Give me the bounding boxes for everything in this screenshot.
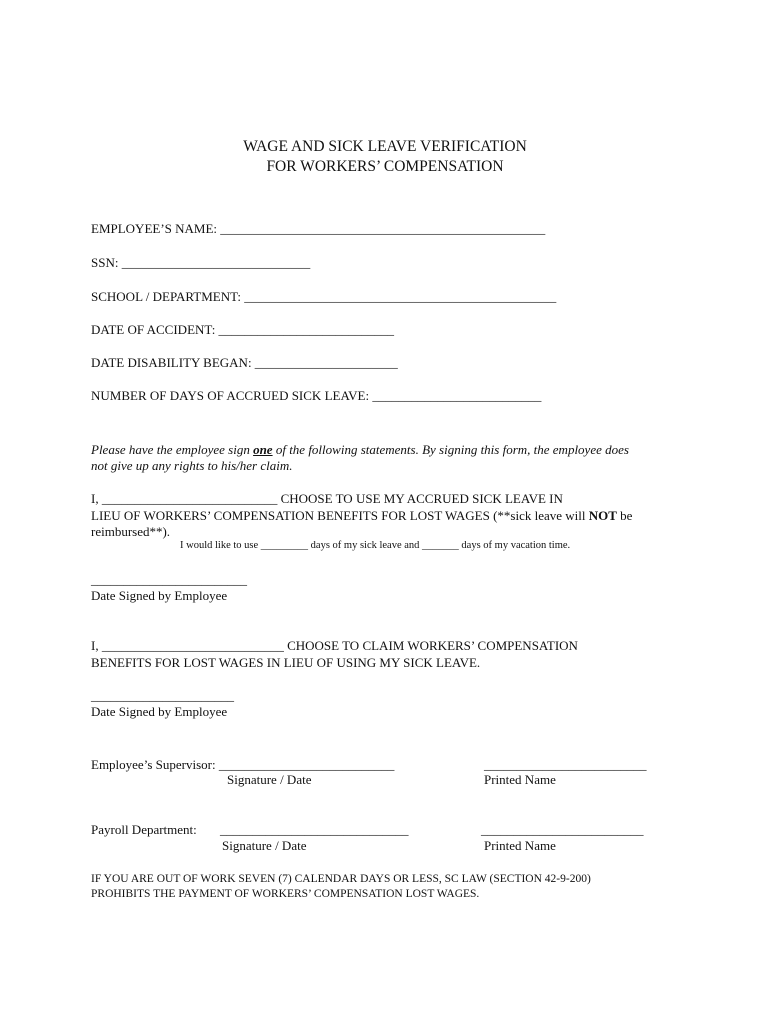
payroll-printed-name-line[interactable]: _________________________: [481, 822, 644, 837]
statement1-line2a: LIEU OF WORKERS’ COMPENSATION BENEFITS FOR LOST WAGES (**sick leave will: [91, 508, 589, 523]
statement1-line2: [91, 508, 632, 524]
vacation-days-line[interactable]: I would like to use _________ days of my sick leave and _______ days of my vacation time.: [180, 540, 571, 551]
payroll-department-label: Payroll Department:: [91, 822, 197, 837]
employee-name-field[interactable]: EMPLOYEE’S NAME: __________________________________________________: [91, 221, 546, 236]
supervisor-printed-name-label: Printed Name: [484, 772, 556, 787]
date-of-accident-field[interactable]: DATE OF ACCIDENT: ___________________________: [91, 322, 395, 337]
instructions-part2: of the following statements. By signing this form, the employee does: [272, 442, 629, 457]
statement2-line1[interactable]: I, ____________________________ CHOOSE TO CLAIM WORKERS’ COMPENSATION: [91, 638, 578, 653]
instructions-part1: Please have the employee sign: [91, 442, 254, 457]
date-disability-began-field[interactable]: DATE DISABILITY BEGAN: ______________________: [91, 355, 398, 370]
statement1-line3: reimbursed**).: [91, 524, 171, 539]
accrued-sick-leave-field[interactable]: NUMBER OF DAYS OF ACCRUED SICK LEAVE: __________________________: [91, 388, 542, 403]
instructions-emphasis: one: [253, 442, 273, 457]
instructions-line1: [91, 442, 629, 458]
supervisor-signature-field[interactable]: Employee’s Supervisor: ___________________________: [91, 757, 395, 772]
statement1-signature-line[interactable]: ________________________: [91, 572, 247, 587]
ssn-field[interactable]: SSN: _____________________________: [91, 255, 311, 270]
payroll-printed-name-label: Printed Name: [484, 838, 556, 853]
instructions-line2: not give up any rights to his/her claim.: [91, 458, 293, 473]
payroll-signature-line[interactable]: _____________________________: [220, 822, 409, 837]
form-title-line2: FOR WORKERS’ COMPENSATION: [266, 158, 504, 175]
form-title-line1: WAGE AND SICK LEAVE VERIFICATION: [243, 138, 527, 155]
statement2-line2: BENEFITS FOR LOST WAGES IN LIEU OF USING MY SICK LEAVE.: [91, 655, 481, 670]
statement2-signature-label: Date Signed by Employee: [91, 704, 228, 719]
statement1-not-emphasis: NOT: [588, 508, 617, 523]
supervisor-printed-name-line[interactable]: _________________________: [484, 757, 647, 772]
statement1-signature-label: Date Signed by Employee: [91, 588, 228, 603]
statement1-line1[interactable]: I, ___________________________ CHOOSE TO USE MY ACCRUED SICK LEAVE IN: [91, 491, 563, 506]
supervisor-signature-label: Signature / Date: [227, 772, 312, 787]
school-department-field[interactable]: SCHOOL / DEPARTMENT: ________________________________________________: [91, 289, 557, 304]
footer-notice-line2: PROHIBITS THE PAYMENT OF WORKERS’ COMPENSATION LOST WAGES.: [91, 888, 480, 900]
payroll-signature-label: Signature / Date: [222, 838, 307, 853]
statement2-signature-line[interactable]: ______________________: [91, 688, 234, 703]
footer-notice-line1: IF YOU ARE OUT OF WORK SEVEN (7) CALENDAR DAYS OR LESS, SC LAW (SECTION 42-9-200): [91, 873, 591, 885]
statement1-line2b: be: [616, 508, 633, 523]
